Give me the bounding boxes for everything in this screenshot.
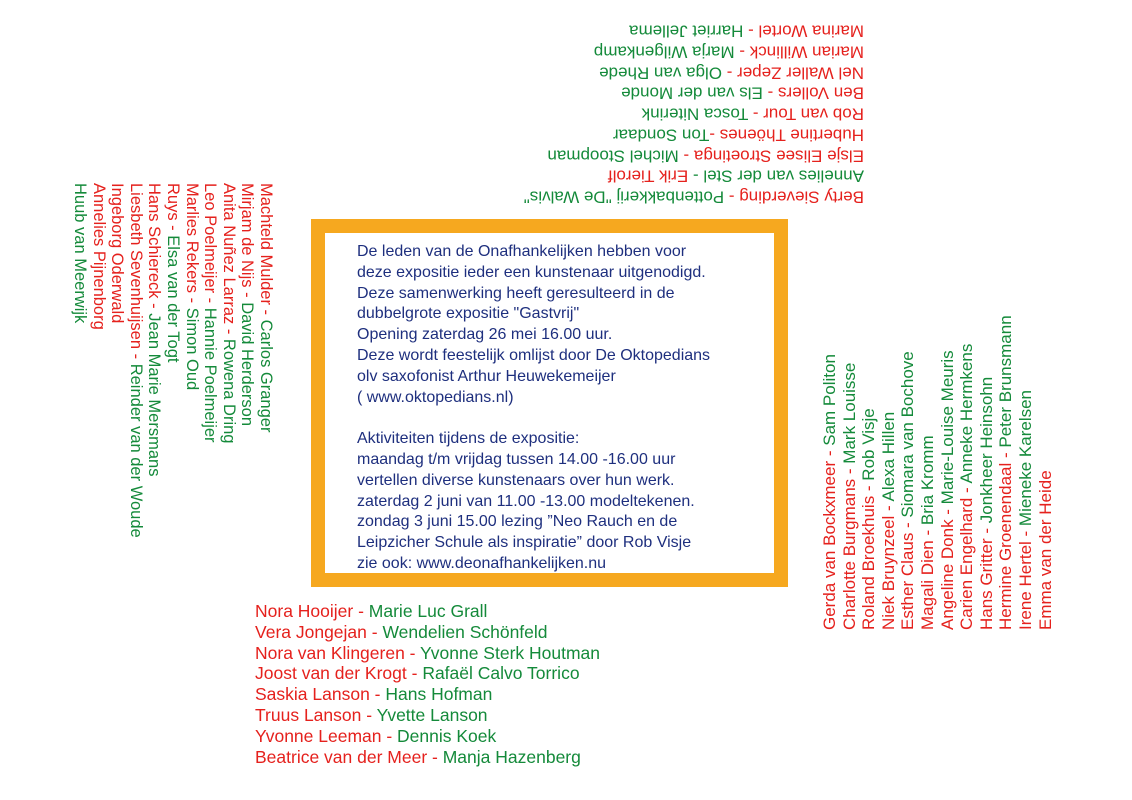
- guest-name: Marie Luc Grall: [368, 601, 488, 621]
- member-name: Roland Broekhuis -: [859, 480, 879, 630]
- guest-name: Jean Marie Mersmans: [145, 313, 164, 477]
- guest-name: Olga van Rhede: [599, 63, 722, 83]
- guest-name: Anneke Hermkens: [957, 343, 977, 484]
- info-line: Leipzicher Schule als inspiratie” door Rob Visje: [357, 534, 692, 552]
- info-line: ( www.oktopedians.nl): [357, 388, 514, 406]
- name-pair: [255, 663, 600, 684]
- info-line: Aktiviteiten tijdens de expositie:: [357, 430, 580, 448]
- name-pair: [201, 183, 220, 561]
- member-name: Hermine Groenendaal -: [996, 447, 1016, 630]
- member-name: Esther Claus -: [898, 517, 918, 630]
- info-line: De leden van de Onafhankelijken hebben voor: [357, 243, 687, 260]
- member-name: Hans Gritter -: [976, 523, 996, 630]
- member-name: Ben Vollers -: [762, 83, 864, 103]
- member-name: Nora Hooijer -: [255, 601, 369, 621]
- top-rotated: [492, 20, 864, 206]
- info-line: Deze wordt feestelijk omlijst door De Oktopedians: [357, 346, 711, 364]
- guest-name: Yvette Lanson: [376, 704, 488, 725]
- name-pair: [820, 338, 840, 630]
- guest-name: Simon Oud: [182, 307, 201, 391]
- info-line: deze expositie ieder een kunstenaar uitgenodigd.: [357, 263, 706, 281]
- guest-name: Wendelien Schönfeld: [382, 621, 548, 642]
- member-name: Angeline Donk -: [937, 504, 957, 630]
- guest-name: Jonkheer Heinsohn: [976, 376, 996, 524]
- guest-name: Alexa Hillen: [878, 411, 898, 502]
- member-name: Saskia Lanson -: [255, 684, 386, 705]
- member-name: Machteld Mulder -: [257, 183, 275, 320]
- guest-name: Harriet Jellema: [629, 21, 744, 41]
- name-pair: [70, 183, 89, 561]
- info-box-text: [357, 242, 764, 575]
- name-pair: [1036, 338, 1056, 630]
- guest-name: Mark Louisse: [839, 362, 859, 464]
- member-name: Marian Willinck -: [734, 42, 864, 62]
- name-pair: [108, 183, 127, 561]
- member-name: Leo Poelmeijer -: [201, 183, 220, 308]
- info-line: Deze samenwerking heeft geresulteerd in de: [357, 284, 675, 302]
- member-name: Erik Tierolf: [607, 166, 689, 186]
- exposition-info-box: [311, 219, 788, 587]
- guest-name: Michel Stoopman: [547, 145, 679, 165]
- member-name: Magali Dien -: [917, 525, 937, 630]
- name-pair: [492, 124, 864, 145]
- member-name: Carien Engelhard -: [957, 483, 977, 630]
- member-name: Nora van Klingeren -: [255, 642, 421, 663]
- member-name: Irene Hertel -: [1015, 526, 1035, 630]
- member-name: Vera Jongejan -: [255, 621, 383, 642]
- info-line: zie ook: www.deonafhankelijken.nu: [357, 554, 607, 572]
- right-rotated: [820, 315, 1055, 630]
- info-line: Opening zaterdag 26 mei 16.00 uur.: [357, 326, 613, 344]
- member-name: Ruys -: [164, 183, 183, 236]
- guest-name: Dennis Koek: [397, 725, 497, 746]
- guest-name: Els van der Monde: [621, 83, 763, 103]
- member-name: Niek Bruynzeel -: [878, 501, 898, 630]
- name-pair: [255, 601, 600, 622]
- guest-name: Siomara van Bochove: [898, 351, 918, 518]
- guest-name: Hannie Poelmeijer: [201, 307, 220, 443]
- name-pair: [859, 338, 879, 630]
- name-pair: [957, 338, 977, 630]
- guest-name: Mieneke Karelsen: [1015, 389, 1035, 527]
- name-pair: [163, 183, 182, 561]
- member-name: Gerda van Bockxmeer -: [820, 445, 839, 630]
- guest-name: Ton Sondaar: [612, 125, 710, 145]
- info-line: olv saxofonist Arthur Heuwekemeijer: [357, 367, 616, 385]
- name-pair: [219, 183, 238, 561]
- guest-name: Pottenbakkerij "De Walvis": [523, 187, 725, 207]
- member-name: Hubertine Thöenes -: [709, 125, 864, 145]
- name-pair: [879, 338, 899, 630]
- name-pair: [492, 186, 864, 207]
- info-line: dubbelgrote expositie "Gastvrij": [357, 305, 580, 323]
- name-pair: [126, 183, 145, 561]
- guest-name: Manja Hazenberg: [442, 746, 581, 767]
- guest-name: Bria Kromm: [917, 435, 937, 526]
- member-name: Beatrice van der Meer -: [255, 746, 443, 767]
- name-pair: [492, 61, 864, 82]
- name-pair: [898, 338, 918, 630]
- member-name: Rob van Tour -: [748, 104, 864, 124]
- guest-name: Marja Wilgenkamp: [593, 42, 735, 62]
- guest-name: Reinder van der Woude: [126, 363, 145, 538]
- name-pair: [492, 144, 864, 165]
- name-pair: [492, 41, 864, 62]
- bottom-list: [255, 601, 600, 767]
- guest-name: Rafaël Calvo Torrico: [422, 663, 580, 684]
- member-name: Marlies Rekers -: [182, 183, 201, 308]
- guest-name: Peter Brunsmann: [996, 315, 1016, 448]
- name-pair: [918, 338, 938, 630]
- name-pair: [255, 643, 600, 664]
- guest-name: Carlos Granger: [257, 319, 275, 433]
- member-name: Hans Schiereck -: [145, 183, 164, 314]
- name-pair: [938, 338, 958, 630]
- member-name: Mirjam de Nijs -: [238, 183, 257, 303]
- name-pair: [492, 20, 864, 41]
- member-name: Charlotte Burgmans -: [839, 463, 859, 630]
- name-pair: [255, 684, 600, 705]
- name-pair: [256, 183, 275, 561]
- name-pair: [1016, 338, 1036, 630]
- member-name: Emma van der Heide: [1035, 470, 1055, 630]
- guest-name: Annelies van der Stel -: [688, 166, 864, 186]
- info-line: [357, 408, 764, 429]
- name-pair: [145, 183, 164, 561]
- guest-name: Marie-Louise Meuris: [937, 350, 957, 505]
- member-name: Anita Nuñez Larraz -: [219, 183, 238, 339]
- guest-name: Rob Visje: [859, 408, 879, 481]
- name-pair: [89, 183, 108, 561]
- guest-name: Elsa van der Togt: [164, 235, 183, 363]
- member-name: Ingeborg Oderwald: [108, 183, 127, 324]
- guest-name: Yvonne Sterk Houtman: [420, 642, 601, 663]
- member-name: Marina Wortel -: [743, 21, 864, 41]
- info-line: zondag 3 juni 15.00 lezing ”Neo Rauch en de: [357, 513, 678, 531]
- member-name: Nel Waller Zeper -: [721, 63, 864, 83]
- name-pair: [255, 747, 600, 768]
- info-line: vertellen diverse kunstenaars over hun werk.: [357, 471, 675, 489]
- name-pair: [238, 183, 257, 561]
- member-name: Yvonne Leeman -: [255, 725, 398, 746]
- guest-name: Huub van Meerwijk: [71, 183, 90, 324]
- member-name: Annelies Pijnenborg: [89, 183, 108, 330]
- name-pair: [255, 705, 600, 726]
- member-name: Truus Lanson -: [255, 704, 377, 725]
- info-line: zaterdag 2 juni van 11.00 -13.00 modeltekenen.: [357, 492, 695, 510]
- guest-name: Tosca Niterink: [641, 104, 749, 124]
- left-rotated: [70, 183, 275, 561]
- member-name: Elsje Elisee Stroetinga -: [678, 145, 864, 165]
- guest-name: Rowena Dring: [219, 338, 238, 444]
- name-pair: [492, 82, 864, 103]
- name-pair: [255, 726, 600, 747]
- name-pair: [255, 622, 600, 643]
- member-name: Berty Sieverding -: [724, 187, 864, 207]
- member-name: Joost van der Krogt -: [255, 663, 423, 684]
- name-pair: [492, 103, 864, 124]
- name-pair: [492, 165, 864, 186]
- info-line: maandag t/m vrijdag tussen 14.00 -16.00 uur: [357, 450, 676, 468]
- guest-name: Hans Hofman: [385, 684, 493, 705]
- name-pair: [182, 183, 201, 561]
- name-pair: [996, 315, 1016, 630]
- guest-name: Sam Politon: [820, 354, 839, 446]
- guest-name: David Herderson: [238, 302, 257, 426]
- name-pair: [840, 338, 860, 630]
- name-pair: [977, 338, 997, 630]
- member-name: Liesbeth Sevenhuijsen -: [126, 183, 145, 364]
